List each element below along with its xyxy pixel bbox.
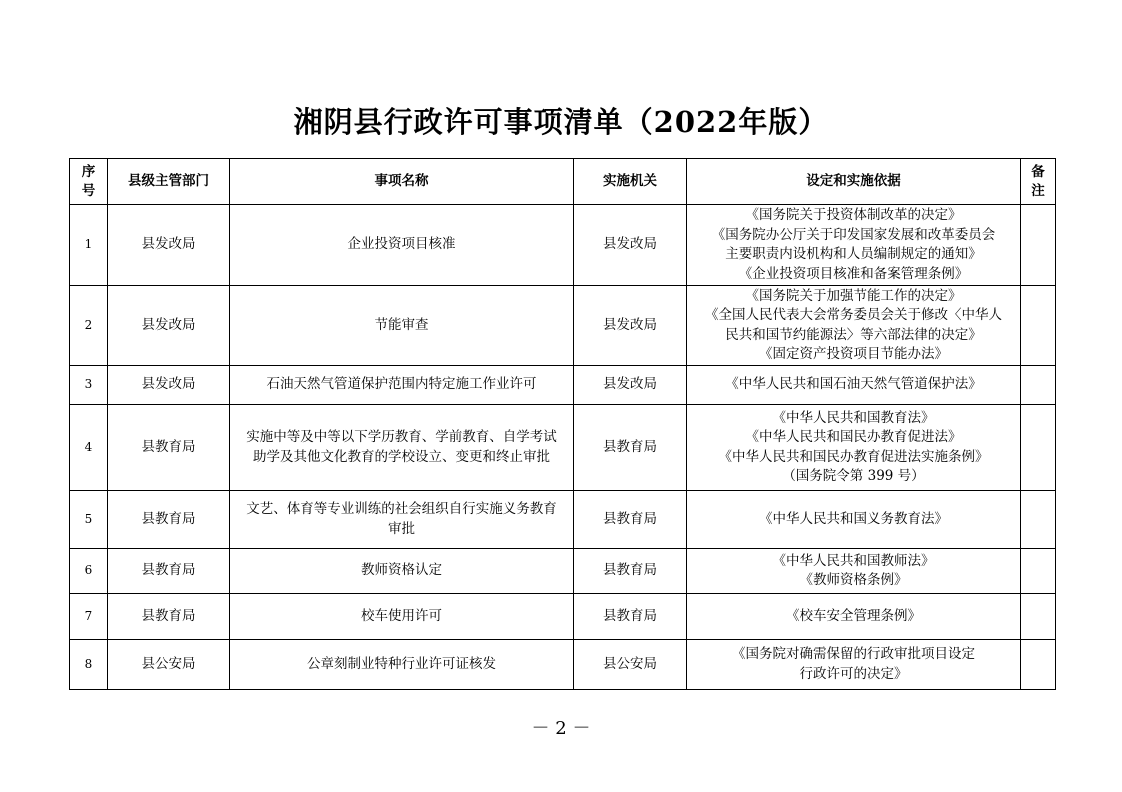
- row-note: [1021, 594, 1056, 640]
- row-dept: 县发改局: [108, 366, 230, 405]
- table-row: [70, 405, 1056, 491]
- table-row: [70, 640, 1056, 690]
- row-item: 校车使用许可: [230, 594, 574, 640]
- header-agency: 实施机关: [574, 159, 687, 205]
- table-row: [70, 286, 1056, 366]
- row-seq: 2: [70, 286, 108, 366]
- header-dept: 县级主管部门: [108, 159, 230, 205]
- row-seq: 5: [70, 491, 108, 549]
- table-row: [70, 594, 1056, 640]
- permit-list-table: [69, 158, 1056, 690]
- row-note: [1021, 549, 1056, 594]
- row-agency: 县教育局: [574, 594, 687, 640]
- row-agency: 县教育局: [574, 491, 687, 549]
- row-seq: 6: [70, 549, 108, 594]
- row-note: [1021, 205, 1056, 286]
- page-title: 湘阴县行政许可事项清单（2022年版）: [293, 105, 829, 139]
- row-basis: 《中华人民共和国教育法》 《中华人民共和国民办教育促进法》 《中华人民共和国民办教育促进法实施条例》 （国务院令第 399 号）: [687, 405, 1021, 491]
- row-item: 文艺、体育等专业训练的社会组织自行实施义务教育 审批: [230, 491, 574, 549]
- header-seq: 序 号: [70, 159, 108, 205]
- row-note: [1021, 491, 1056, 549]
- row-item: 节能审查: [230, 286, 574, 366]
- row-agency: 县发改局: [574, 286, 687, 366]
- row-note: [1021, 366, 1056, 405]
- row-basis: 《国务院关于加强节能工作的决定》 《全国人民代表大会常务委员会关于修改〈中华人 民共和国节约能源法〉等六部法律的决定》 《固定资产投资项目节能办法》: [687, 286, 1021, 366]
- header-basis: 设定和实施依据: [687, 159, 1021, 205]
- row-dept: 县教育局: [108, 549, 230, 594]
- row-agency: 县发改局: [574, 205, 687, 286]
- row-dept: 县发改局: [108, 205, 230, 286]
- row-seq: 7: [70, 594, 108, 640]
- row-seq: 3: [70, 366, 108, 405]
- row-item: 石油天然气管道保护范围内特定施工作业许可: [230, 366, 574, 405]
- page-number: － 2 －: [531, 718, 591, 739]
- row-dept: 县发改局: [108, 286, 230, 366]
- row-dept: 县教育局: [108, 405, 230, 491]
- header-item: 事项名称: [230, 159, 574, 205]
- row-seq: 8: [70, 640, 108, 690]
- row-item: 教师资格认定: [230, 549, 574, 594]
- row-agency: 县教育局: [574, 549, 687, 594]
- row-basis: 《中华人民共和国义务教育法》: [687, 491, 1021, 549]
- row-seq: 4: [70, 405, 108, 491]
- table-row: [70, 549, 1056, 594]
- row-dept: 县教育局: [108, 594, 230, 640]
- row-item: 企业投资项目核准: [230, 205, 574, 286]
- table-row: [70, 366, 1056, 405]
- row-basis: 《国务院关于投资体制改革的决定》 《国务院办公厅关于印发国家发展和改革委员会 主要职责内设机构和人员编制规定的通知》 《企业投资项目核准和备案管理条例》: [687, 205, 1021, 286]
- row-note: [1021, 640, 1056, 690]
- header-note: 备 注: [1021, 159, 1056, 205]
- row-item: 实施中等及中等以下学历教育、学前教育、自学考试 助学及其他文化教育的学校设立、变更和终止审批: [230, 405, 574, 491]
- row-basis: 《校车安全管理条例》: [687, 594, 1021, 640]
- row-dept: 县公安局: [108, 640, 230, 690]
- table-row: [70, 491, 1056, 549]
- row-item: 公章刻制业特种行业许可证核发: [230, 640, 574, 690]
- row-agency: 县发改局: [574, 366, 687, 405]
- row-basis: 《中华人民共和国石油天然气管道保护法》: [687, 366, 1021, 405]
- row-note: [1021, 286, 1056, 366]
- row-note: [1021, 405, 1056, 491]
- row-dept: 县教育局: [108, 491, 230, 549]
- row-agency: 县教育局: [574, 405, 687, 491]
- row-basis: 《国务院对确需保留的行政审批项目设定 行政许可的决定》: [687, 640, 1021, 690]
- table-header-row: [70, 159, 1056, 205]
- row-agency: 县公安局: [574, 640, 687, 690]
- row-basis: 《中华人民共和国教师法》 《教师资格条例》: [687, 549, 1021, 594]
- row-seq: 1: [70, 205, 108, 286]
- table-row: [70, 205, 1056, 286]
